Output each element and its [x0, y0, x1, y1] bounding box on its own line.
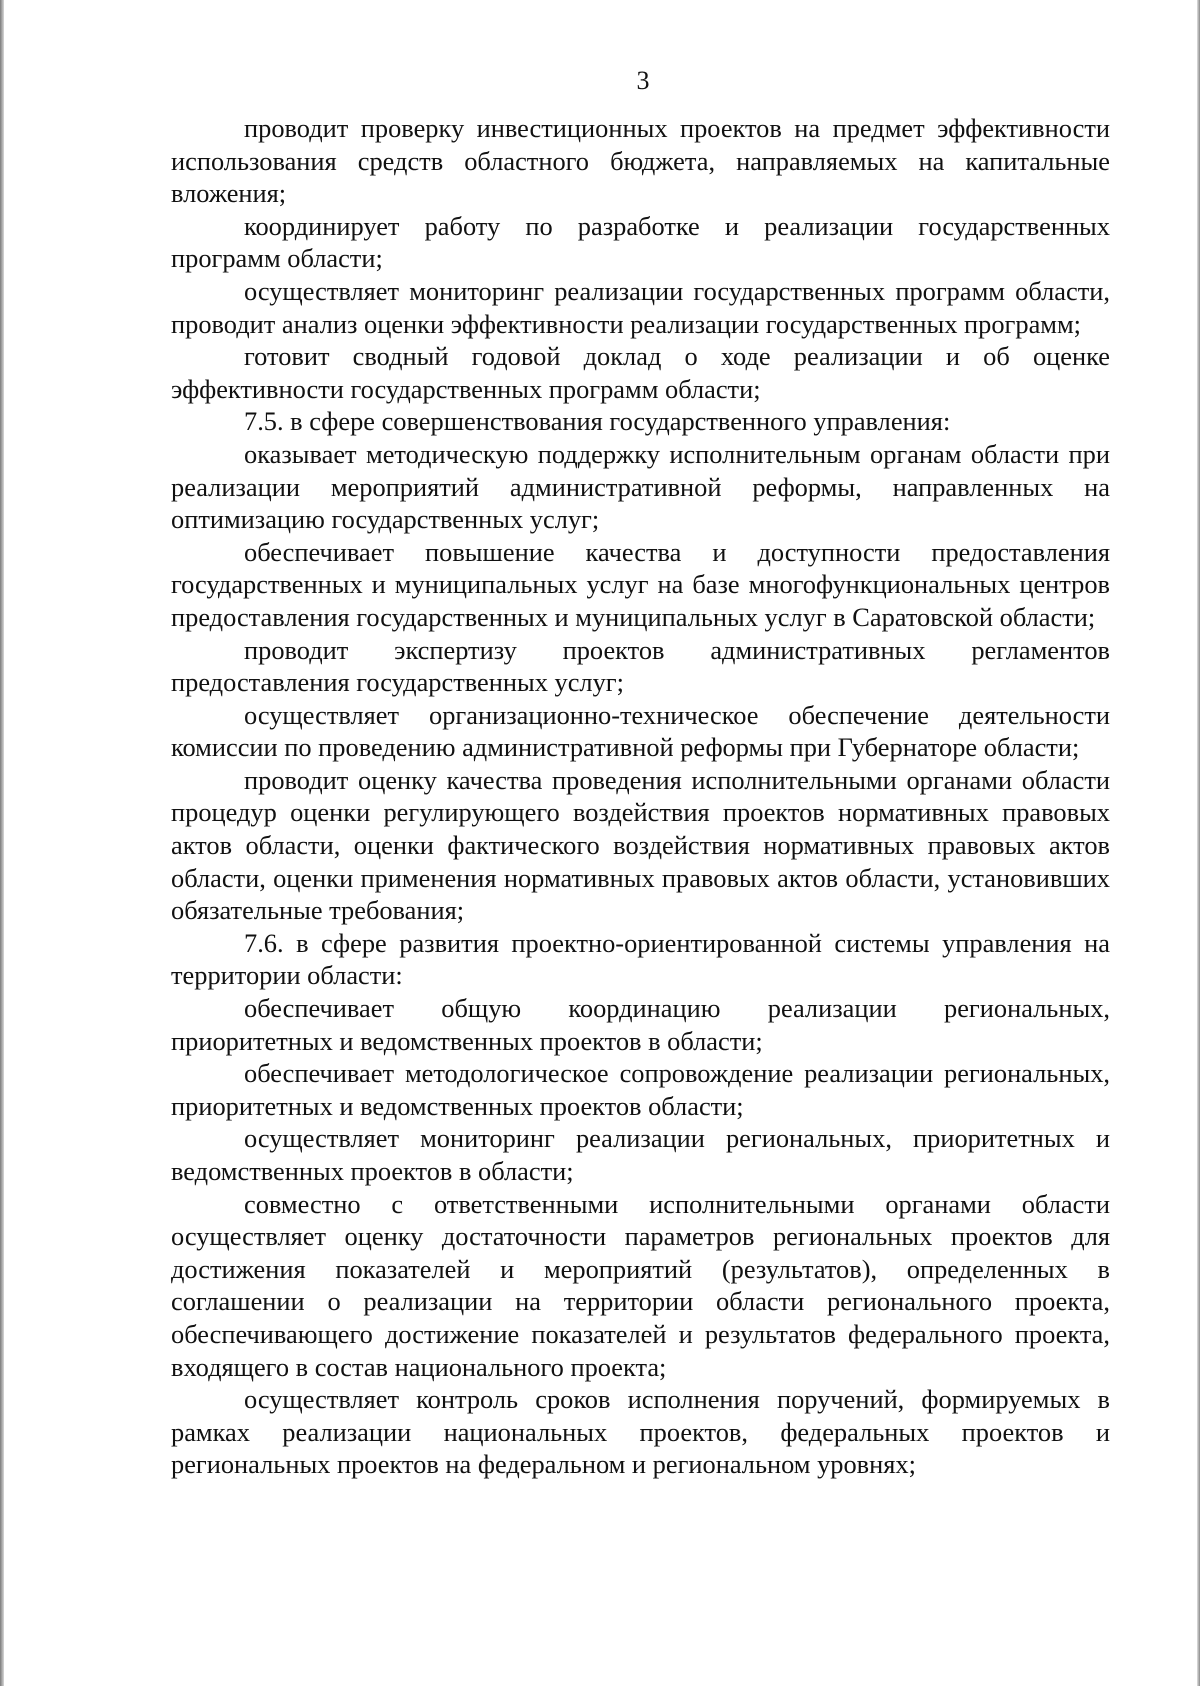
section-heading-7-6: 7.6. в сфере развития проектно-ориентированной системы управления на территории области: — [171, 927, 1110, 991]
paragraph: осуществляет организационно-техническое обеспечение деятельности комиссии по проведению административной реформы при Губернаторе области; — [171, 699, 1110, 763]
paragraph: проводит экспертизу проектов административных регламентов предоставления государственных услуг; — [171, 634, 1110, 698]
paragraph: готовит сводный годовой доклад о ходе реализации и об оценке эффективности государственных программ области; — [171, 341, 1110, 404]
document-body — [171, 112, 1110, 1481]
paragraph: проводит оценку качества проведения исполнительными органами области процедур оценки регулирующего воздействия проектов нормативных правовых актов области, оценки фактического воздействия нормативных правовых актов области, оценки применения нормативных правовых актов области, установивших обязательные требования; — [171, 764, 1110, 926]
paragraph: совместно с ответственными исполнительными органами области осуществляет оценку достаточности параметров региональных проектов для достижения показателей и мероприятий (результатов), определенных в соглашении о реализации на территории области регионального проекта, обеспечивающего достижение показателей и результатов федерального проекта, входящего в состав национального проекта; — [171, 1188, 1110, 1382]
paragraph: обеспечивает методологическое сопровождение реализации региональных, приоритетных и ведомственных проектов области; — [171, 1058, 1110, 1121]
paragraph: координирует работу по разработке и реализации государственных программ области; — [171, 210, 1110, 274]
paragraph: обеспечивает повышение качества и доступности предоставления государственных и муниципальных услуг на базе многофункциональных центров предоставления государственных и муниципальных услуг в Саратовской области; — [171, 536, 1110, 632]
section-heading-7-5: 7.5. в сфере совершенствования государственного управления: — [244, 406, 951, 437]
paragraph: осуществляет мониторинг реализации государственных программ области, проводит анализ оценки эффективности реализации государственных программ; — [171, 275, 1110, 339]
paragraph: оказывает методическую поддержку исполнительным органам области при реализации мероприятий административной реформы, направленных на оптимизацию государственных услуг; — [171, 438, 1110, 535]
paragraph: проводит проверку инвестиционных проектов на предмет эффективности использования средств областного бюджета, направляемых на капитальные вложения; — [171, 113, 1110, 209]
scan-edge-left — [0, 0, 4, 1686]
paragraph: обеспечивает общую координацию реализации региональных, приоритетных и ведомственных проектов в области; — [171, 993, 1110, 1056]
page-number: 3 — [636, 66, 650, 95]
paragraph: осуществляет мониторинг реализации региональных, приоритетных и ведомственных проектов в области; — [171, 1123, 1110, 1186]
paragraph: осуществляет контроль сроков исполнения поручений, формируемых в рамках реализации национальных проектов, федеральных проектов и региональных проектов на федеральном и региональном уровнях; — [171, 1384, 1110, 1480]
